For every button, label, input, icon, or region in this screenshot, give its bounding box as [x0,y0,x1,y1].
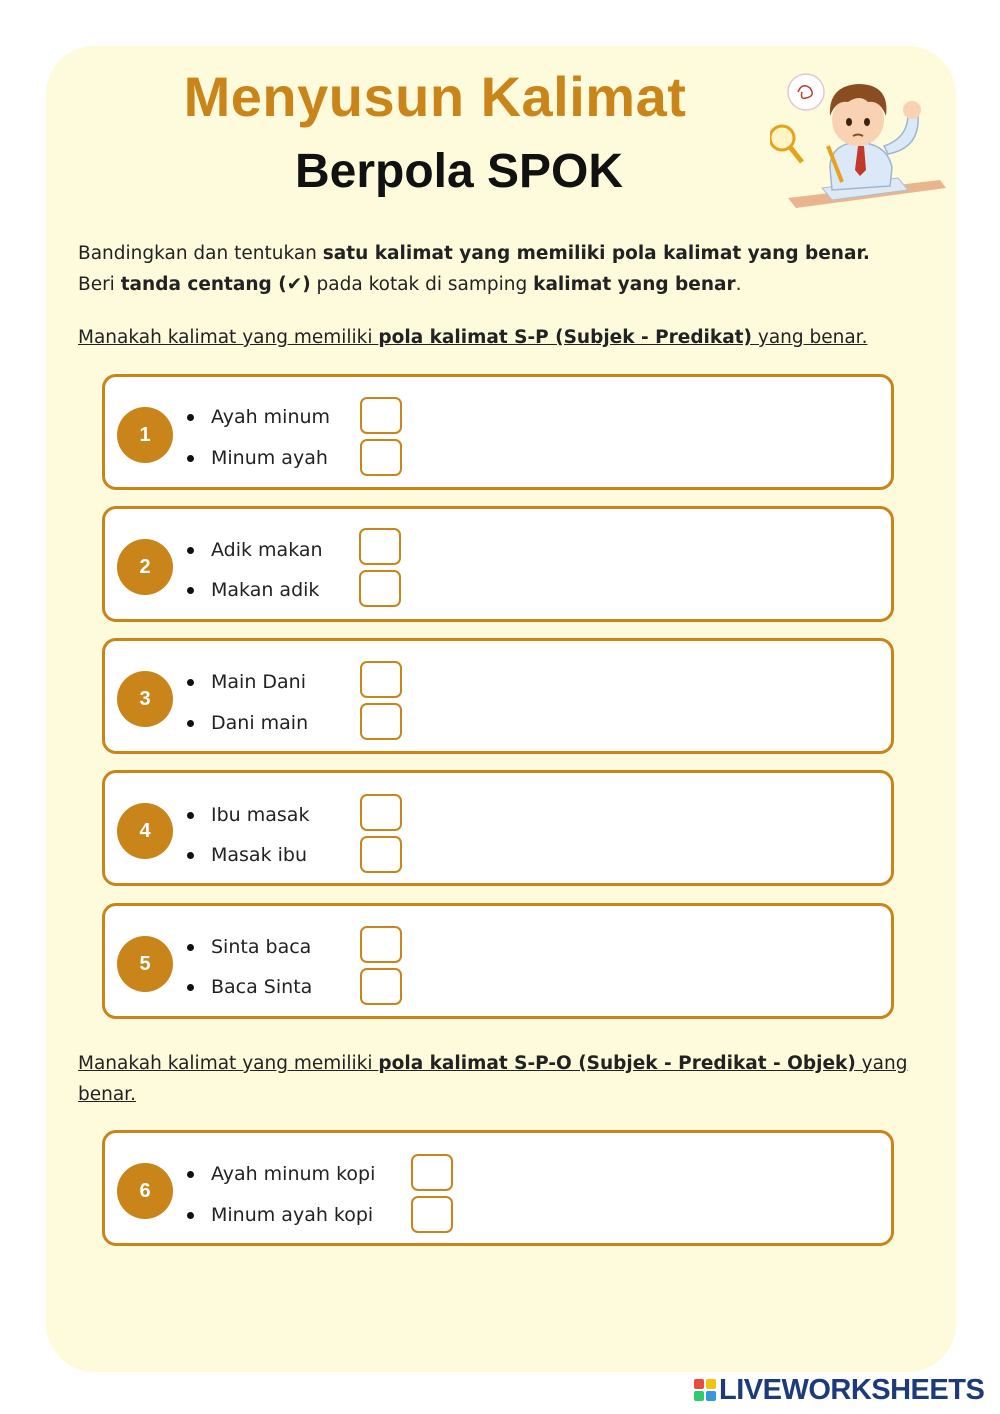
question-number-badge: 2 [117,539,173,595]
logo-square-icon [706,1391,716,1401]
option-label: Baca Sinta [211,976,313,998]
thought-bubble-shape [788,74,824,110]
bullet-icon [187,944,194,951]
bullet-icon [187,720,194,727]
option-label: Ayah minum kopi [211,1163,376,1185]
option-item [187,1156,375,1192]
option-item [187,532,323,568]
option-label: Ayah minum [211,406,331,428]
option-label: Dani main [211,712,309,734]
question-card-5 [102,903,894,1019]
bullet-icon [187,1171,194,1178]
question-number-badge: 4 [117,803,173,859]
option-label: Minum ayah kopi [211,1204,374,1226]
question-card-4 [102,770,894,886]
title-line-1: Menyusun Kalimat [183,65,687,128]
eye-right-shape [864,118,870,126]
option-item [187,664,306,700]
bullet-icon [187,587,194,594]
option-label: Sinta baca [211,936,312,958]
instruction-line-2: Beri tanda centang (✔) pada kotak di samping kalimat yang benar. [78,274,742,295]
answer-checkbox[interactable] [359,570,401,607]
hand-shape [903,101,921,119]
answer-checkbox[interactable] [360,703,402,740]
thinking-boy-illustration [770,58,950,214]
bullet-icon [187,984,194,991]
magnifier-shape [770,126,794,150]
question-number-badge: 3 [117,671,173,727]
option-item [187,797,309,833]
title-line-2: Berpola SPOK [294,145,624,198]
answer-checkbox[interactable] [360,836,402,873]
bullet-icon [187,1212,194,1219]
option-label: Ibu masak [211,804,310,826]
question-card-2 [102,506,894,622]
bullet-icon [187,547,194,554]
raised-arm-shape [884,114,918,154]
bullet-icon [187,455,194,462]
question-card-3 [102,638,894,754]
section-1-prompt: Manakah kalimat yang memiliki pola kalimat S-P (Subjek - Predikat) yang benar. [78,327,868,348]
answer-checkbox[interactable] [411,1154,453,1191]
logo-text: LIVEWORKSHEETS [719,1373,985,1406]
answer-checkbox[interactable] [360,661,402,698]
question-card-1 [102,374,894,490]
question-card-6 [102,1130,894,1246]
option-label: Main Dani [211,671,306,693]
option-item [187,572,319,608]
option-item [187,837,307,873]
option-label: Adik makan [211,539,323,561]
question-number-badge: 6 [117,1163,173,1219]
bullet-icon [187,414,194,421]
option-label: Masak ibu [211,844,308,866]
question-number-badge: 5 [117,936,173,992]
option-item [187,969,312,1005]
option-item [187,705,308,741]
answer-checkbox[interactable] [359,528,401,565]
answer-checkbox[interactable] [360,926,402,963]
question-number-badge: 1 [117,407,173,463]
answer-checkbox[interactable] [360,968,402,1005]
logo-grid-icon [694,1379,716,1401]
answer-checkbox[interactable] [411,1196,453,1233]
answer-checkbox[interactable] [360,397,402,434]
answer-checkbox[interactable] [360,439,402,476]
bullet-icon [187,812,194,819]
bullet-icon [187,852,194,859]
option-item [187,399,330,435]
option-label: Minum ayah [211,447,328,469]
option-item [187,440,328,476]
option-item [187,1197,373,1233]
option-label: Makan adik [211,579,320,601]
option-item [187,929,311,965]
section-2-prompt: Manakah kalimat yang memiliki pola kalimat S-P-O (Subjek - Predikat - Objek) yang benar. [78,1053,908,1105]
liveworksheets-logo[interactable] [694,1374,984,1406]
logo-square-icon [706,1379,716,1389]
logo-square-icon [694,1391,704,1401]
instruction-line-1: Bandingkan dan tentukan satu kalimat yang memiliki pola kalimat yang benar. [78,243,870,264]
magnifier-handle-shape [790,147,802,162]
bullet-icon [187,679,194,686]
answer-checkbox[interactable] [360,794,402,831]
eye-left-shape [846,118,852,126]
logo-square-icon [694,1379,704,1389]
instructions [78,238,928,300]
